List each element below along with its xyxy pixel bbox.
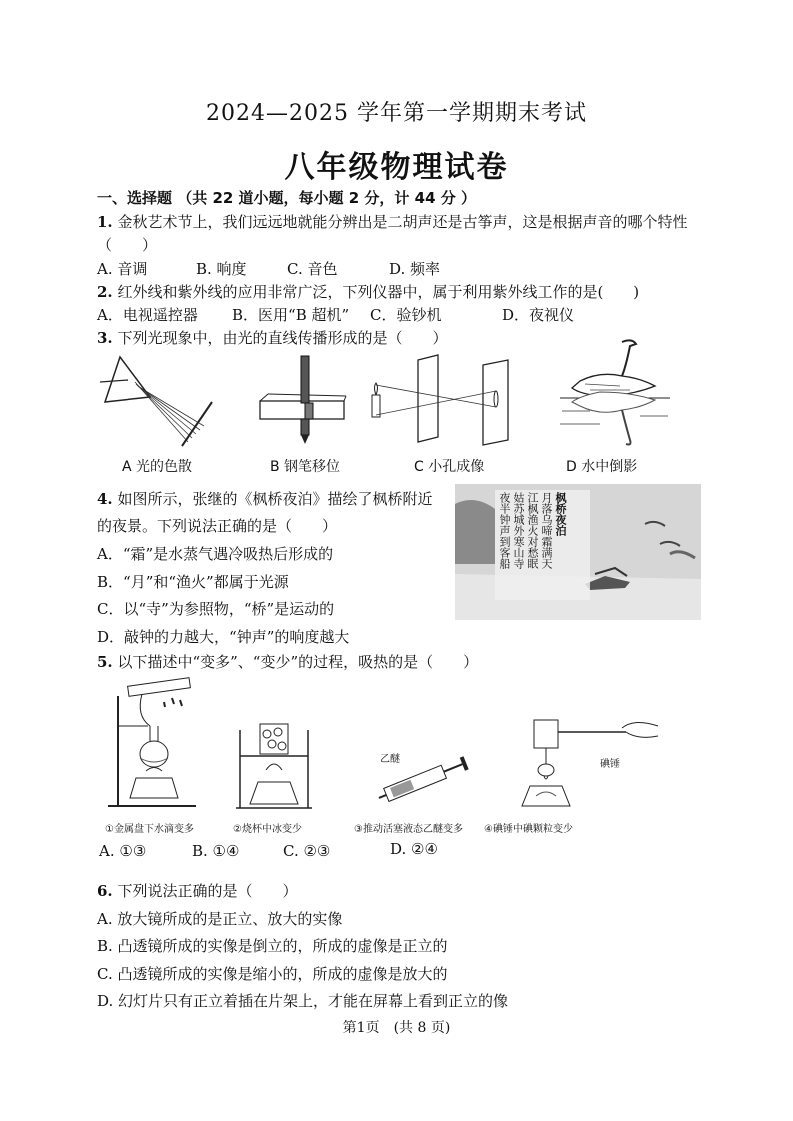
figure-caption-1: ①金属盘下水滴变多	[105, 824, 194, 835]
question-text: 下列说法正确的是（ ）	[117, 882, 298, 900]
option-d: D. 频率	[389, 260, 441, 278]
pen-displacement-figure	[258, 356, 348, 446]
painting-scenery	[455, 484, 701, 620]
figure-caption-c: C 小孔成像	[414, 459, 485, 475]
figure-caption-d: D 水中倒影	[566, 459, 638, 475]
poem-line: 江枫渔火对愁眠	[526, 492, 539, 569]
option-c: C. 音色	[287, 260, 338, 278]
option-c: C．验钞机	[370, 306, 442, 324]
option-c: C. ②③	[283, 842, 331, 860]
ice-beaker-figure	[234, 720, 314, 812]
poem-line: 月落乌啼霜满天	[540, 492, 553, 569]
option-d: D．夜视仪	[502, 306, 575, 324]
poem-line: 姑苏城外寒山寺	[512, 492, 525, 569]
question-text-line-2: 的夜景。下列说法正确的是（ ）	[97, 517, 338, 535]
option-a: A．电视遥控器	[97, 306, 198, 324]
page-footer: 第1页 (共 8 页)	[342, 1020, 451, 1036]
poem-text	[499, 492, 566, 600]
question-4	[97, 488, 432, 509]
poem-line: 夜半钟声到客船	[498, 492, 511, 569]
option-b: B. 凸透镜所成的实像是倒立的，所成的虚像是正立的	[97, 937, 448, 955]
option-d: D. ②④	[390, 840, 438, 858]
option-a: A. 放大镜所成的是正立、放大的实像	[97, 910, 343, 928]
question-5	[97, 651, 478, 672]
question-2	[97, 281, 639, 302]
iodine-hammer-figure	[526, 712, 660, 812]
section-heading: 一、选择题 （共 22 道小题，每小题 2 分，计 44 分 ）	[97, 189, 476, 207]
figure-caption-a: A 光的色散	[122, 459, 193, 475]
answer-paren: （ ）	[97, 236, 158, 254]
metal-plate-figure	[106, 676, 206, 812]
question-text: 下列光现象中，由光的直线传播形成的是（ ）	[117, 329, 448, 347]
figure-caption-3: ③推动活塞液态乙醚变多	[354, 824, 463, 835]
question-number: 3.	[97, 329, 113, 347]
question-number: 2.	[97, 283, 113, 301]
option-c: C. 凸透镜所成的实像是缩小的，所成的虚像是放大的	[97, 965, 448, 983]
exam-subtitle: 八年级物理试卷	[284, 150, 509, 185]
question-3	[97, 327, 447, 348]
question-number: 1.	[97, 213, 113, 231]
option-b: B. 响度	[196, 260, 247, 278]
question-text-line-1: 如图所示，张继的《枫桥夜泊》描绘了枫桥附近	[117, 490, 433, 508]
poem-title: 枫桥夜泊	[554, 492, 567, 536]
figure-caption-2: ②烧杯中冰变少	[233, 824, 302, 835]
label-iodine-hammer: 碘锤	[600, 759, 620, 770]
question-6	[97, 880, 297, 901]
question-1	[97, 211, 687, 232]
label-ether: 乙醚	[380, 754, 400, 765]
option-b: B. ①④	[192, 842, 240, 860]
question-text: 金秋艺术节上，我们远远地就能分辨出是二胡声还是古筝声，这是根据声音的哪个特性	[117, 213, 688, 231]
figure-caption-4: ④碘锤中碘颗粒变少	[484, 824, 573, 835]
exam-title: 2024—2025 学年第一学期期末考试	[206, 101, 587, 126]
prism-dispersion-figure	[100, 352, 220, 447]
option-b: B．医用“B 超机”	[232, 306, 350, 324]
option-d: D．敲钟的力越大，“钟声”的响度越大	[97, 628, 350, 646]
figure-caption-b: B 钢笔移位	[270, 459, 341, 475]
option-a: A. ①③	[99, 842, 147, 860]
option-c: C．以“寺”为参照物，“桥”是运动的	[97, 600, 335, 618]
question-text: 红外线和紫外线的应用非常广泛，下列仪器中，属于利用紫外线工作的是( )	[117, 283, 640, 301]
option-a: A．“霜”是水蒸气遇冷吸热后形成的	[97, 545, 334, 563]
pinhole-imaging-figure	[368, 355, 523, 445]
question-number: 4.	[97, 490, 113, 508]
option-a: A. 音调	[97, 260, 148, 278]
question-text: 以下描述中“变多”、“变少”的过程，吸热的是（ ）	[117, 653, 479, 671]
swan-reflection-figure	[560, 336, 670, 448]
poem-painting	[455, 484, 701, 620]
question-number: 6.	[97, 882, 113, 900]
option-b: B．“月”和“渔火”都属于光源	[97, 573, 289, 591]
question-number: 5.	[97, 653, 113, 671]
option-d: D. 幻灯片只有正立着插在片架上，才能在屏幕上看到正立的像	[97, 992, 509, 1010]
